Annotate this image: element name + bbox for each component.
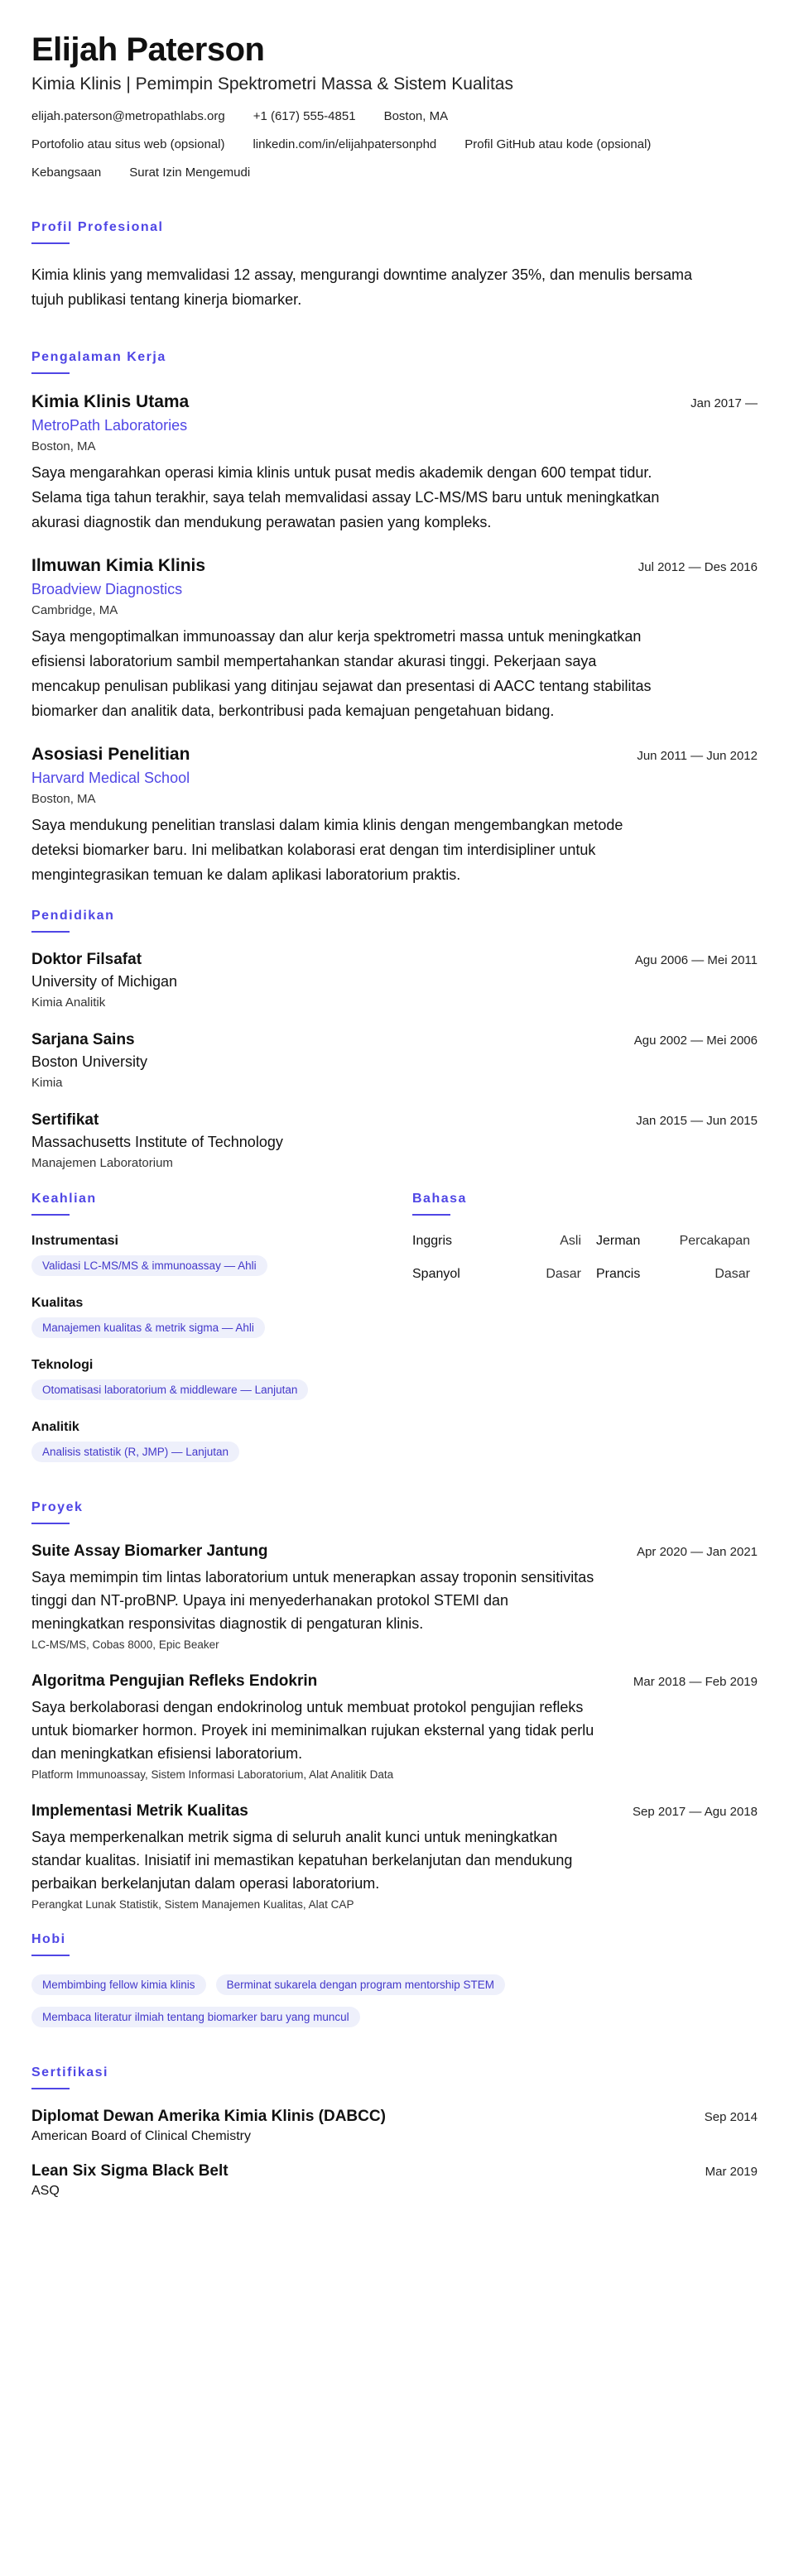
skills-languages-row [31,1192,758,1482]
education-section [31,909,758,1170]
job-title: Asosiasi Penelitian [31,745,190,764]
job-location: Cambridge, MA [31,603,118,617]
section-divider [31,242,70,244]
project-technologies: LC-MS/MS, Cobas 8000, Epic Beaker [31,1638,219,1651]
section-title: Proyek [31,1500,84,1514]
education-entry [31,1031,758,1090]
certification-title: Lean Six Sigma Black Belt [31,2162,229,2180]
company-name: MetroPath Laboratories [31,417,188,434]
certification-issuer: ASQ [31,2184,60,2198]
certification-issuer: American Board of Clinical Chemistry [31,2129,251,2143]
skill-group [31,1420,412,1462]
certification-date: Mar 2019 [705,2165,758,2179]
section-title: Pengalaman Kerja [31,350,166,364]
degree-title: Sertifikat [31,1111,99,1129]
field-of-study: Manajemen Laboratorium [31,1156,173,1170]
company-name: Harvard Medical School [31,770,190,786]
hobby-list [31,1974,611,2027]
experience-entry [31,556,758,723]
experience-section [31,350,758,887]
section-divider [31,2088,70,2089]
location-text: Boston, MA [383,109,449,123]
section-title: Bahasa [412,1192,467,1206]
resume-header [31,30,758,182]
education-date: Jan 2015 — Jun 2015 [636,1114,758,1128]
section-divider [31,931,70,933]
skill-tag: Analisis statistik (R, JMP) — Lanjutan [31,1442,239,1462]
section-divider [31,1214,70,1216]
profile-links [31,136,758,154]
language-name: Spanyol [412,1267,460,1281]
section-title: Profil Profesional [31,220,164,234]
section-divider [31,1955,70,1956]
section-divider [31,372,70,374]
skill-category: Analitik [31,1420,79,1434]
project-title: Implementasi Metrik Kualitas [31,1802,248,1820]
skill-tag: Validasi LC-MS/MS & immunoassay — Ahli [31,1255,267,1276]
certification-date: Sep 2014 [704,2110,758,2124]
github-link[interactable]: Profil GitHub atau kode (opsional) [464,137,652,151]
company-name: Broadview Diagnostics [31,581,183,597]
experience-entry [31,392,758,535]
language-level: Asli [560,1234,581,1248]
section-title: Sertifikasi [31,2065,108,2080]
school-name: Massachusetts Institute of Technology [31,1134,283,1150]
job-location: Boston, MA [31,439,96,453]
skill-tag: Manajemen kualitas & metrik sigma — Ahli [31,1317,265,1338]
hobbies-section [31,1932,758,2027]
skill-group [31,1296,412,1338]
language-name: Jerman [596,1234,641,1248]
hobby-tag: Membaca literatur ilmiah tentang biomarker baru yang muncul [31,2007,360,2027]
linkedin-link[interactable]: linkedin.com/in/elijahpatersonphd [253,137,437,151]
language-list [412,1234,758,1282]
project-entry [31,1802,758,1911]
section-divider [412,1214,450,1216]
project-date: Apr 2020 — Jan 2021 [637,1545,758,1559]
job-date: Jul 2012 — Des 2016 [637,560,758,574]
profile-section [31,220,758,312]
school-name: University of Michigan [31,973,178,990]
certification-entry [31,2162,758,2199]
candidate-name: Elijah Paterson [31,31,265,68]
section-title: Keahlian [31,1192,97,1206]
project-description: Saya berkolaborasi dengan endokrinolog untuk membuat protokol pengujian refleks untuk biomarker hormon. Proyek ini meminimalkan rujukan eksternal yang tidak perlu dan meningkatkan efisiensi laboratorium. [31,1699,594,1762]
field-of-study: Kimia [31,1076,63,1090]
project-technologies: Perangkat Lunak Statistik, Sistem Manajemen Kualitas, Alat CAP [31,1898,354,1911]
skill-group [31,1358,412,1400]
section-divider [31,1523,70,1524]
project-date: Sep 2017 — Agu 2018 [633,1805,758,1819]
job-title: Kimia Klinis Utama [31,392,190,411]
email-link[interactable]: elijah.paterson@metropathlabs.org [31,109,225,123]
experience-entry [31,745,758,887]
profile-summary: Kimia klinis yang memvalidasi 12 assay, mengurangi downtime analyzer 35%, dan menulis bersama tujuh publikasi tentang kinerja biomarker. [31,266,693,308]
project-technologies: Platform Immunoassay, Sistem Informasi Laboratorium, Alat Analitik Data [31,1768,394,1781]
phone-text: +1 (617) 555-4851 [253,109,356,123]
languages-section [412,1192,758,1482]
certification-entry [31,2108,758,2144]
candidate-title: Kimia Klinis | Pemimpin Spektrometri Massa & Sistem Kualitas [31,74,513,94]
nationality-text: Kebangsaan [31,165,102,180]
personal-details [31,164,758,182]
drivers-license-text: Surat Izin Mengemudi [129,165,251,180]
job-description: Saya mendukung penelitian translasi dalam kimia klinis dengan mengembangkan metode deteksi biomarker baru. Ini melibatkan kolaborasi erat dengan tim interdisipliner untuk mengintegrasikan temuan ke dalam aplikasi laboratorium praktis. [31,817,623,883]
hobby-tag: Berminat sukarela dengan program mentorship STEM [216,1974,505,1995]
hobby-tag: Membimbing fellow kimia klinis [31,1974,206,1995]
project-date: Mar 2018 — Feb 2019 [633,1675,758,1689]
language-level: Dasar [714,1267,750,1281]
skill-category: Instrumentasi [31,1234,118,1248]
language-name: Inggris [412,1234,453,1248]
projects-section [31,1500,758,1911]
contact-info [31,108,758,126]
language-level: Dasar [546,1267,581,1281]
skill-tag: Otomatisasi laboratorium & middleware — Lanjutan [31,1379,308,1400]
language-level: Percakapan [679,1234,750,1248]
project-entry [31,1542,758,1651]
certifications-section [31,2065,758,2199]
project-title: Suite Assay Biomarker Jantung [31,1542,268,1560]
skill-category: Kualitas [31,1296,84,1310]
project-entry [31,1672,758,1781]
certification-title: Diplomat Dewan Amerika Kimia Klinis (DABCC) [31,2108,386,2125]
school-name: Boston University [31,1053,148,1070]
section-title: Hobi [31,1932,66,1946]
degree-title: Sarjana Sains [31,1031,135,1048]
project-description: Saya memimpin tim lintas laboratorium untuk menerapkan assay troponin sensitivitas tinggi dan NT-proBNP. Upaya ini menyederhanakan protokol STEMI dan meningkatkan responsivitas diagnostik di pengaturan klinis. [31,1569,594,1632]
job-date: Jan 2017 — [690,396,758,410]
section-title: Pendidikan [31,909,115,923]
degree-title: Doktor Filsafat [31,951,142,968]
skill-group [31,1234,412,1276]
project-description: Saya memperkenalkan metrik sigma di seluruh analit kunci untuk meningkatkan standar kualitas. Inisiatif ini memastikan kepatuhan berkelanjutan dan mendukung perbaikan berkelanjutan dalam operasi laboratorium. [31,1829,573,1892]
project-title: Algoritma Pengujian Refleks Endokrin [31,1672,318,1690]
job-description: Saya mengarahkan operasi kimia klinis untuk pusat medis akademik dengan 600 tempat tidur. Selama tiga tahun terakhir, saya telah memvalidasi assay LC-MS/MS baru untuk meningkatkan akurasi diagnostik dan mendukung perawatan pasien yang kompleks. [31,464,660,530]
education-date: Agu 2002 — Mei 2006 [633,1034,758,1048]
education-entry [31,951,758,1010]
skills-section [31,1192,412,1482]
education-entry [31,1111,758,1170]
job-date: Jun 2011 — Jun 2012 [637,749,758,763]
field-of-study: Kimia Analitik [31,995,106,1010]
language-name: Prancis [596,1267,641,1281]
skill-category: Teknologi [31,1358,94,1372]
job-title: Ilmuwan Kimia Klinis [31,556,206,575]
job-location: Boston, MA [31,792,96,806]
job-description: Saya mengoptimalkan immunoassay dan alur kerja spektrometri massa untuk meningkatkan efisiensi laboratorium sambil mempertahankan standar akurasi tinggi. Pekerjaan saya mencakup penulisan publikasi yang ditinjau sejawat dan presentasi di AACC tentang stabilitas biomarker dan analitik data, berkontribusi pada kemajuan pengetahuan bidang. [31,628,652,719]
portfolio-link[interactable]: Portofolio atau situs web (opsional) [31,137,225,151]
education-date: Agu 2006 — Mei 2011 [634,953,758,967]
